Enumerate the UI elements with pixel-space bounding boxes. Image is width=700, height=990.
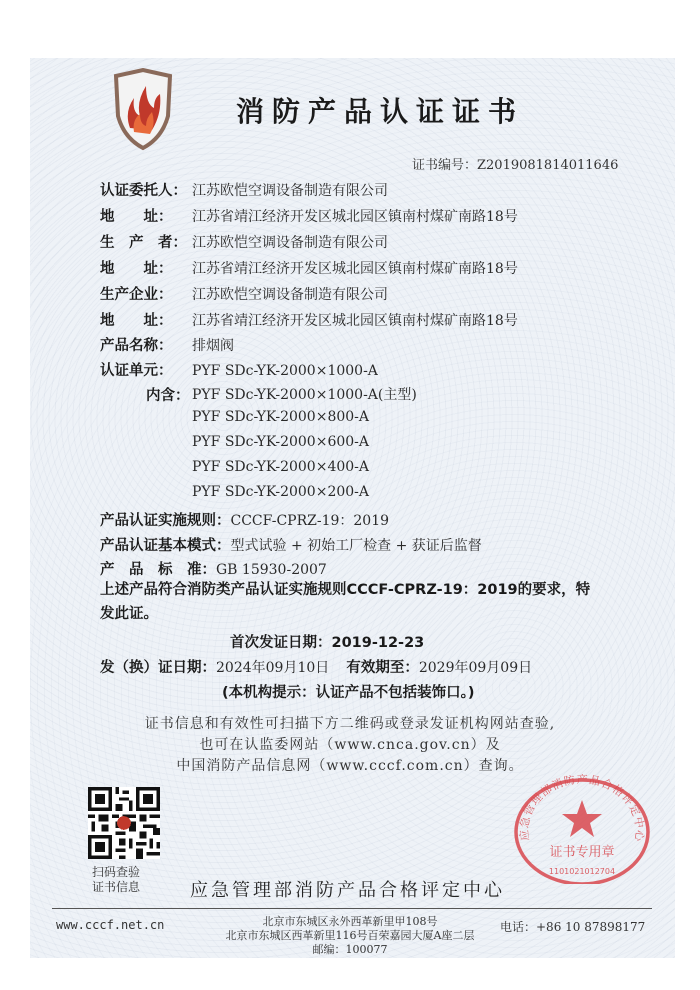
- field-row-standard: [100, 558, 327, 579]
- fire-shield-logo-icon: [110, 68, 176, 152]
- field-value: 江苏欧恺空调设备制造有限公司: [192, 183, 388, 199]
- seal-ring-text: 应急管理部消防产品合格评定中心: [517, 774, 647, 843]
- field-row-address: [100, 205, 518, 226]
- contents-item: PYF SDc-YK-2000×1000-A(主型): [192, 387, 417, 403]
- field-label: 地 址：: [100, 209, 173, 225]
- contents-item: PYF SDc-YK-2000×200-A: [192, 484, 370, 500]
- valid-until-label: 有效期至：: [346, 660, 419, 676]
- field-row-client: [100, 179, 388, 200]
- qr-code-icon: [88, 787, 160, 859]
- field-value: CCCF-CPRZ-19：2019: [230, 513, 390, 529]
- institution-note: (本机构提示：认证产品不包括装饰口。): [222, 685, 475, 701]
- field-label: 地 址：: [100, 261, 173, 277]
- contents-item: PYF SDc-YK-2000×600-A: [192, 434, 370, 450]
- field-row-producer: [100, 231, 388, 252]
- field-value: 型式试验 + 初始工厂检查 + 获证后监督: [230, 538, 482, 554]
- certificate-title: 消防产品认证证书: [236, 95, 525, 128]
- info-line: 也可在认监委网站（www.cnca.gov.cn）及: [199, 737, 501, 753]
- first-issue-date: 首次发证日期：2019-12-23: [230, 635, 425, 651]
- certificate-number: 证书编号：Z2019081814011646: [412, 158, 619, 173]
- seal-center-text: 证书专用章: [549, 845, 615, 860]
- valid-until-value: 2029年09月09日: [418, 660, 533, 676]
- contents-item: PYF SDc-YK-2000×800-A: [192, 409, 370, 425]
- field-row-rules: [100, 509, 389, 530]
- qr-caption: 证书信息: [92, 880, 141, 894]
- field-label: 生 产 者：: [100, 235, 187, 251]
- field-label: 认证单元：: [100, 363, 173, 379]
- field-label: 生产企业：: [100, 287, 173, 303]
- field-value: 江苏省靖江经济开发区城北园区镇南村煤矿南路18号: [192, 209, 518, 225]
- field-value: 江苏欧恺空调设备制造有限公司: [192, 287, 388, 303]
- field-label: 认证委托人：: [100, 183, 187, 199]
- info-line: 证书信息和有效性可扫描下方二维码或登录发证机构网站查验,: [144, 716, 556, 732]
- field-label: 地 址：: [100, 313, 173, 329]
- official-seal-icon: [512, 774, 652, 884]
- field-value: 江苏欧恺空调设备制造有限公司: [192, 235, 388, 251]
- field-value: PYF SDc-YK-2000×1000-A: [192, 363, 378, 379]
- field-label: 产品名称：: [100, 338, 173, 354]
- issuing-authority: 应急管理部消防产品合格评定中心: [190, 880, 505, 901]
- issue-date-value: 2024年09月10日: [216, 660, 330, 676]
- info-line: 中国消防产品信息网（www.cccf.com.cn）查询。: [176, 758, 524, 774]
- qr-caption: 扫码查验: [92, 865, 141, 879]
- contents-item: PYF SDc-YK-2000×400-A: [192, 459, 370, 475]
- footer-phone: 电话：+86 10 87898177: [500, 920, 646, 934]
- field-label: 产品认证实施规则：: [100, 513, 231, 529]
- field-row-enterprise: [100, 283, 388, 304]
- issue-date-label: 发（换）证日期：: [100, 660, 216, 676]
- field-row-address: [100, 309, 518, 330]
- footer-divider: [52, 908, 652, 909]
- field-row-cert-unit: [100, 359, 378, 380]
- field-value: 排烟阀: [192, 338, 234, 354]
- field-row-product-name: [100, 334, 234, 355]
- field-label: 产品认证基本模式：: [100, 538, 231, 554]
- footer-postcode: 邮编：100077: [312, 943, 388, 956]
- contents-label: 内含：: [146, 388, 190, 404]
- field-row-address: [100, 257, 518, 278]
- footer-website: www.cccf.net.cn: [56, 918, 165, 932]
- issue-validity-row: [100, 656, 532, 677]
- field-value: GB 15930-2007: [216, 562, 327, 578]
- footer-address-2: 北京市东城区西革新里116号百荣嘉园大厦A座二层: [225, 929, 475, 942]
- field-value: 江苏省靖江经济开发区城北园区镇南村煤矿南路18号: [192, 313, 518, 329]
- field-row-mode: [100, 534, 482, 555]
- field-label: 产 品 标 准：: [100, 562, 216, 578]
- field-value: 江苏省靖江经济开发区城北园区镇南村煤矿南路18号: [192, 261, 518, 277]
- footer-address-1: 北京市东城区永外西革新里甲108号: [262, 915, 438, 928]
- conformity-statement: 上述产品符合消防类产品认证实施规则CCCF-CPRZ-19：2019的要求，特发此证。: [100, 582, 591, 622]
- seal-number: 1101021012704: [548, 867, 616, 876]
